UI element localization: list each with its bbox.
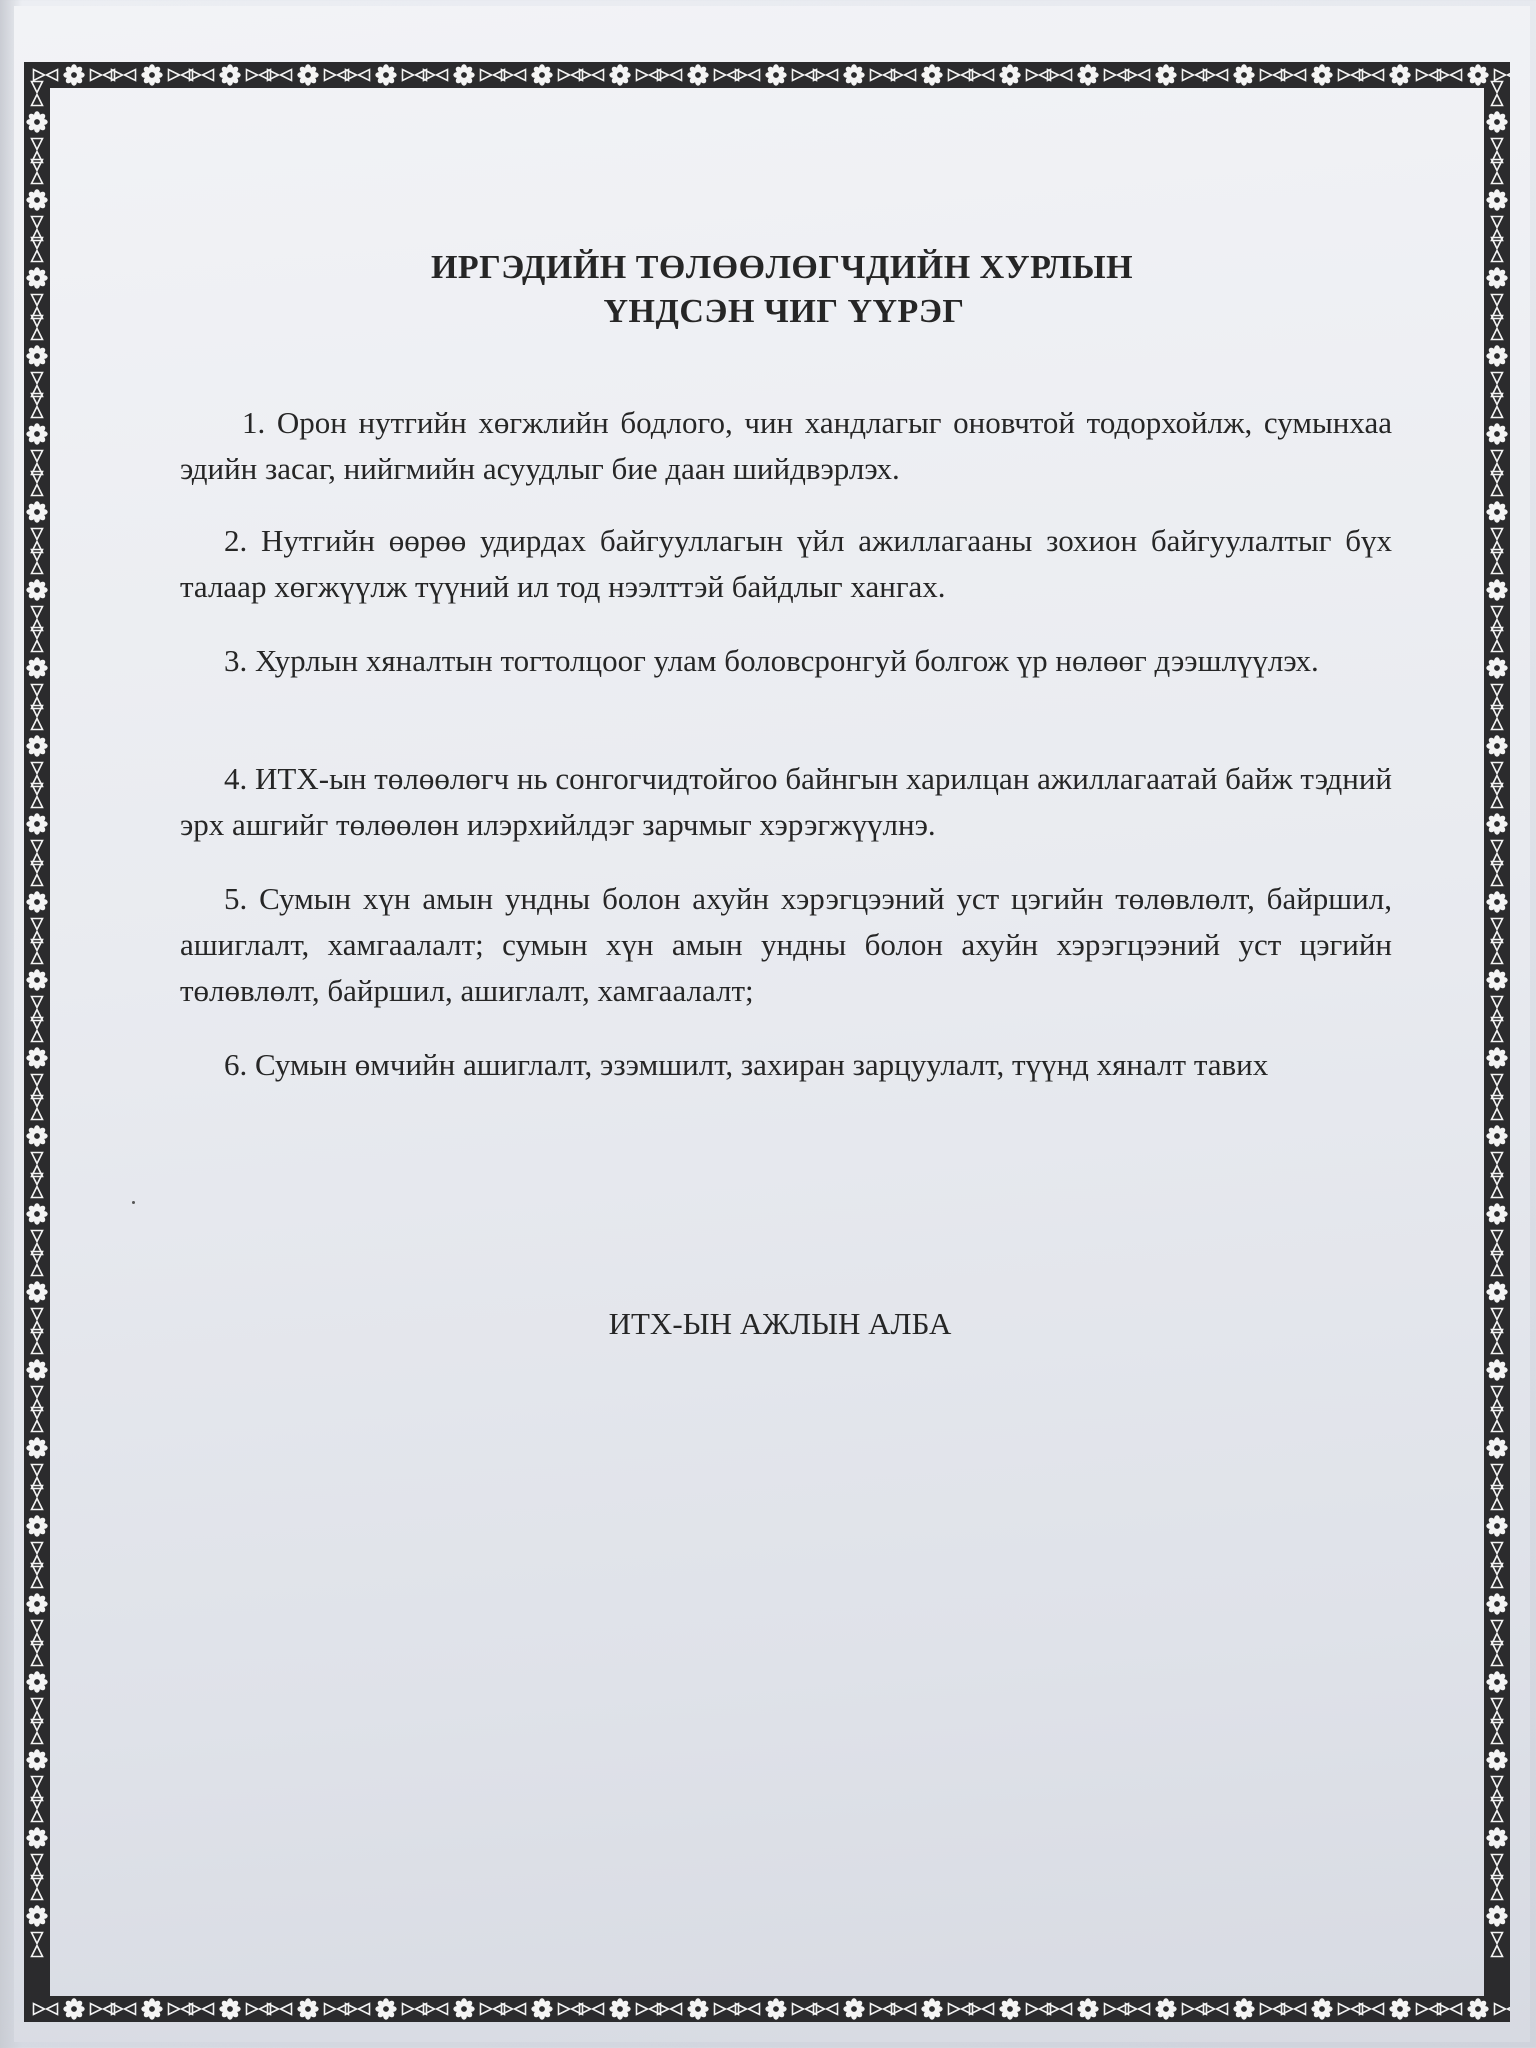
paragraph-3: 3. Хурлын хяналтын тогтолцоог улам боловсронгуй болгож үр нөлөөг дээшлүүлэх. [224, 643, 1319, 678]
flower-ornament-icon [531, 64, 552, 85]
flower-ornament-icon [26, 1905, 47, 1926]
paragraph-1: 1. Орон нутгийн хөгжлийн бодлого, чин хандлагыг оновчтой тодорхойлж, сумынхаа эдийн засаг, нийгмийн асуудлыг бие даан шийдвэрлэх. [180, 405, 1392, 486]
flower-ornament-icon [141, 64, 162, 85]
flower-ornament-icon [26, 501, 47, 522]
flower-ornament-icon [1486, 1515, 1507, 1536]
flower-ornament-icon [1486, 969, 1507, 990]
flower-ornament-icon [1155, 1998, 1176, 2019]
flower-ornament-icon [1486, 1125, 1507, 1146]
flower-ornament-icon [63, 1998, 84, 2019]
flower-ornament-icon [609, 64, 630, 85]
flower-ornament-icon [1486, 189, 1507, 210]
flower-ornament-icon [26, 813, 47, 834]
flower-ornament-icon [1486, 501, 1507, 522]
flower-ornament-icon [921, 64, 942, 85]
flower-ornament-icon [26, 735, 47, 756]
flower-ornament-icon [1467, 1998, 1488, 2019]
flower-ornament-icon [375, 64, 396, 85]
flower-ornament-icon [26, 1437, 47, 1458]
flower-ornament-icon [63, 64, 84, 85]
flower-ornament-icon [1486, 1749, 1507, 1770]
flower-ornament-icon [1077, 64, 1098, 85]
flower-ornament-icon [1486, 735, 1507, 756]
flower-ornament-icon [765, 1998, 786, 2019]
flower-ornament-icon [1077, 1998, 1098, 2019]
flower-ornament-icon [1486, 1359, 1507, 1380]
flower-ornament-icon [26, 657, 47, 678]
flower-ornament-icon [1486, 1203, 1507, 1224]
flower-ornament-icon [1486, 1047, 1507, 1068]
flower-ornament-icon [26, 1125, 47, 1146]
flower-ornament-icon [1486, 1281, 1507, 1302]
flower-ornament-icon [999, 64, 1020, 85]
flower-ornament-icon [1311, 1998, 1332, 2019]
flower-ornament-icon [26, 423, 47, 444]
flower-ornament-icon [1155, 64, 1176, 85]
flower-ornament-icon [1486, 1593, 1507, 1614]
flower-ornament-icon [26, 1047, 47, 1068]
flower-ornament-icon [26, 1827, 47, 1848]
flower-ornament-icon [219, 64, 240, 85]
flower-ornament-icon [1486, 1905, 1507, 1926]
flower-ornament-icon [1233, 1998, 1254, 2019]
flower-ornament-icon [999, 1998, 1020, 2019]
flower-ornament-icon [531, 1998, 552, 2019]
flower-ornament-icon [26, 345, 47, 366]
flower-ornament-icon [453, 1998, 474, 2019]
flower-ornament-icon [1389, 1998, 1410, 2019]
paper-speck [132, 1201, 135, 1204]
flower-ornament-icon [375, 1998, 396, 2019]
flower-ornament-icon [26, 891, 47, 912]
flower-ornament-icon [219, 1998, 240, 2019]
paragraph-6: 6. Сумын өмчийн ашиглалт, эзэмшилт, захиран зарцуулалт, түүнд хяналт тавих [224, 1047, 1269, 1082]
flower-ornament-icon [921, 1998, 942, 2019]
document-title-line-1: ИРГЭДИЙН ТӨЛӨӨЛӨГЧДИЙН ХУРЛЫН [430, 249, 1134, 286]
flower-ornament-icon [26, 1359, 47, 1380]
signature-office: ИТХ-ЫН АЖЛЫН АЛБА [608, 1306, 952, 1341]
flower-ornament-icon [26, 969, 47, 990]
flower-ornament-icon [1486, 1671, 1507, 1692]
flower-ornament-icon [1311, 64, 1332, 85]
flower-ornament-icon [1486, 657, 1507, 678]
flower-ornament-icon [26, 1593, 47, 1614]
flower-ornament-icon [1233, 64, 1254, 85]
flower-ornament-icon [26, 189, 47, 210]
flower-ornament-icon [687, 64, 708, 85]
flower-ornament-icon [1486, 345, 1507, 366]
flower-ornament-icon [843, 64, 864, 85]
paragraph-5: 5. Сумын хүн амын ундны болон ахуйн хэрэгцээний уст цэгийн төлөвлөлт, байршил, ашиглалт, хамгаалалт; сумын хүн амын ундны болон ахуйн хэрэгцээний уст цэгийн төлөвлөлт, байршил, ашиглалт, хамгаалалт; [180, 881, 1392, 1008]
flower-ornament-icon [1486, 891, 1507, 912]
flower-ornament-icon [26, 1749, 47, 1770]
flower-ornament-icon [1486, 813, 1507, 834]
flower-ornament-icon [1486, 579, 1507, 600]
flower-ornament-icon [1486, 111, 1507, 132]
flower-ornament-icon [687, 1998, 708, 2019]
flower-ornament-icon [1486, 423, 1507, 444]
flower-ornament-icon [26, 1515, 47, 1536]
flower-ornament-icon [26, 1671, 47, 1692]
flower-ornament-icon [1389, 64, 1410, 85]
flower-ornament-icon [609, 1998, 630, 2019]
flower-ornament-icon [26, 111, 47, 132]
flower-ornament-icon [141, 1998, 162, 2019]
paragraph-2: 2. Нутгийн өөрөө удирдах байгууллагын үйл ажиллагааны зохион байгуулалтыг бүх талаар хөгжүүлж түүний ил тод нээлттэй байдлыг хангах. [180, 523, 1392, 604]
flower-ornament-icon [843, 1998, 864, 2019]
document-title-line-2: ҮНДСЭН ЧИГ ҮҮРЭГ [603, 293, 965, 330]
flower-ornament-icon [453, 64, 474, 85]
flower-ornament-icon [26, 1281, 47, 1302]
flower-ornament-icon [26, 1203, 47, 1224]
flower-ornament-icon [1467, 64, 1488, 85]
flower-ornament-icon [1486, 1827, 1507, 1848]
flower-ornament-icon [26, 579, 47, 600]
paragraph-4: 4. ИТХ-ын төлөөлөгч нь сонгогчидтойгоо байнгын харилцан ажиллагаатай байж тэдний эрх ашгийг төлөөлөн илэрхийлдэг зарчмыг хэрэгжүүлнэ. [180, 761, 1392, 842]
flower-ornament-icon [297, 64, 318, 85]
flower-ornament-icon [297, 1998, 318, 2019]
flower-ornament-icon [765, 64, 786, 85]
flower-ornament-icon [1486, 1437, 1507, 1458]
